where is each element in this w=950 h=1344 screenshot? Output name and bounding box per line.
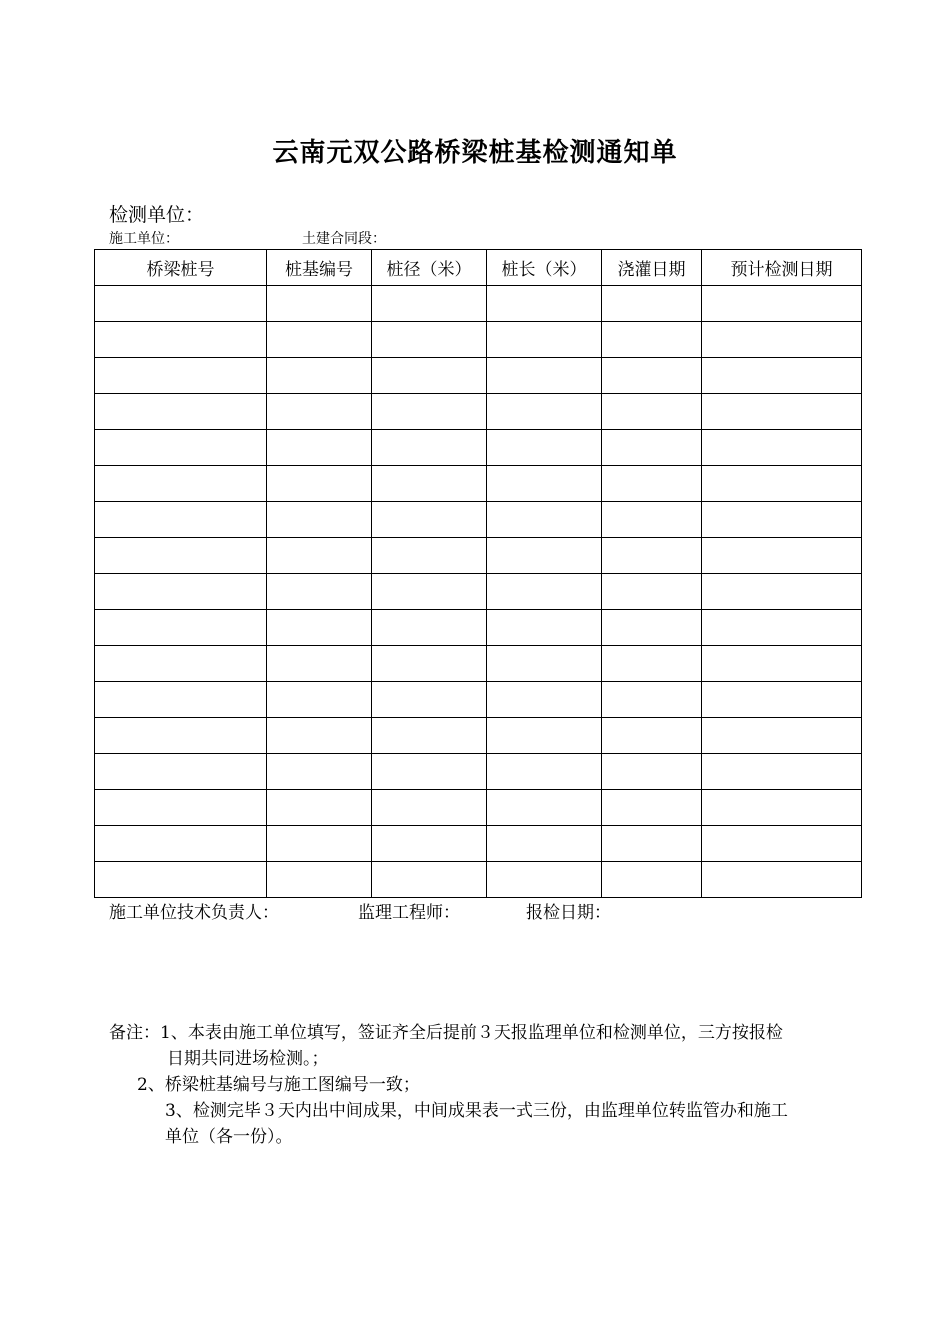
table-row: [95, 430, 862, 466]
table-cell: [602, 754, 702, 790]
table-cell: [267, 322, 372, 358]
table-header-row: [95, 250, 862, 286]
table-cell: [602, 502, 702, 538]
table-cell: [702, 502, 862, 538]
table-cell: [602, 646, 702, 682]
table-cell: [487, 718, 602, 754]
table-cell: [267, 826, 372, 862]
table-cell: [602, 718, 702, 754]
table-cell: [702, 754, 862, 790]
table-row: [95, 466, 862, 502]
table-cell: [487, 754, 602, 790]
header-pour-date: 浇灌日期: [602, 250, 702, 286]
table-cell: [95, 790, 267, 826]
table-row: [95, 358, 862, 394]
note-item-1-cont: 日期共同进场检测。；: [167, 1049, 329, 1069]
table-cell: [602, 682, 702, 718]
table-cell: [95, 430, 267, 466]
table-cell: [372, 358, 487, 394]
table-cell: [702, 646, 862, 682]
tech-lead-signature-label: 施工单位技术负责人：: [109, 903, 279, 923]
notes-section: [109, 1020, 854, 1150]
header-pile-length: 桩长（米）: [487, 250, 602, 286]
table-cell: [602, 466, 702, 502]
table-cell: [487, 394, 602, 430]
table-cell: [602, 358, 702, 394]
header-pile-number: 桩基编号: [267, 250, 372, 286]
table-row: [95, 502, 862, 538]
table-cell: [487, 574, 602, 610]
table-cell: [487, 466, 602, 502]
table-cell: [267, 682, 372, 718]
table-row: [95, 646, 862, 682]
note-line: [109, 1020, 854, 1046]
table-cell: [95, 538, 267, 574]
table-cell: [602, 430, 702, 466]
table-cell: [95, 754, 267, 790]
table-cell: [95, 394, 267, 430]
table-cell: [487, 430, 602, 466]
table-cell: [372, 610, 487, 646]
table-cell: [487, 862, 602, 898]
table-cell: [372, 538, 487, 574]
construction-unit-label: 施工单位：: [109, 231, 179, 247]
table-cell: [702, 394, 862, 430]
table-cell: [702, 682, 862, 718]
table-cell: [602, 322, 702, 358]
table-cell: [372, 682, 487, 718]
table-cell: [702, 862, 862, 898]
table-cell: [95, 718, 267, 754]
table-cell: [702, 430, 862, 466]
table-cell: [267, 430, 372, 466]
table-cell: [702, 322, 862, 358]
table-cell: [95, 358, 267, 394]
table-row: [95, 538, 862, 574]
table-row: [95, 682, 862, 718]
table-cell: [267, 610, 372, 646]
table-cell: [372, 826, 487, 862]
table-cell: [602, 286, 702, 322]
table-row: [95, 574, 862, 610]
table-row: [95, 718, 862, 754]
table-row: [95, 322, 862, 358]
table-cell: [702, 286, 862, 322]
table-cell: [487, 358, 602, 394]
table-cell: [602, 574, 702, 610]
report-date-label: 报检日期：: [526, 903, 611, 923]
header-expected-inspection-date: 预计检测日期: [702, 250, 862, 286]
table-cell: [267, 718, 372, 754]
table-cell: [267, 358, 372, 394]
table-cell: [702, 790, 862, 826]
table-cell: [487, 322, 602, 358]
note-line: [109, 1046, 854, 1072]
table-cell: [95, 466, 267, 502]
table-cell: [95, 610, 267, 646]
header-bridge-station: 桥梁桩号: [95, 250, 267, 286]
table-row: [95, 826, 862, 862]
table-cell: [487, 790, 602, 826]
table-row: [95, 394, 862, 430]
table-row: [95, 286, 862, 322]
table-cell: [487, 610, 602, 646]
table-cell: [602, 394, 702, 430]
table-cell: [95, 322, 267, 358]
table-cell: [487, 826, 602, 862]
table-cell: [372, 718, 487, 754]
table-cell: [372, 574, 487, 610]
table-cell: [95, 826, 267, 862]
table-cell: [487, 286, 602, 322]
table-cell: [267, 502, 372, 538]
table-cell: [702, 538, 862, 574]
table-cell: [372, 466, 487, 502]
table-cell: [267, 466, 372, 502]
table-cell: [267, 574, 372, 610]
table-cell: [602, 862, 702, 898]
table-cell: [702, 466, 862, 502]
table-cell: [267, 394, 372, 430]
table-cell: [372, 754, 487, 790]
note-line: [109, 1098, 854, 1124]
table-cell: [95, 646, 267, 682]
table-cell: [267, 754, 372, 790]
note-line: [109, 1072, 854, 1098]
table-cell: [702, 718, 862, 754]
table-cell: [372, 430, 487, 466]
table-cell: [267, 790, 372, 826]
table-cell: [702, 610, 862, 646]
table-cell: [372, 286, 487, 322]
table-cell: [95, 862, 267, 898]
pile-inspection-table: [94, 249, 862, 898]
table-cell: [702, 574, 862, 610]
table-cell: [702, 358, 862, 394]
page-title: 云南元双公路桥梁桩基检测通知单: [272, 138, 678, 168]
table-cell: [602, 538, 702, 574]
note-item-3-cont: 单位（各一份）。: [165, 1127, 293, 1147]
note-item-1: 1、本表由施工单位填写，签证齐全后提前３天报监理单位和检测单位，三方按报检: [160, 1023, 783, 1043]
note-line: [109, 1124, 854, 1150]
inspection-unit-label: 检测单位：: [109, 204, 205, 226]
table-row: [95, 862, 862, 898]
table-cell: [602, 826, 702, 862]
note-item-2: 2、桥梁桩基编号与施工图编号一致；: [137, 1075, 420, 1095]
table-row: [95, 610, 862, 646]
table-row: [95, 790, 862, 826]
table-cell: [95, 574, 267, 610]
table-cell: [267, 646, 372, 682]
table-cell: [702, 826, 862, 862]
notes-prefix: 备注：: [109, 1023, 160, 1043]
table-cell: [372, 394, 487, 430]
table-cell: [372, 646, 487, 682]
table-cell: [372, 862, 487, 898]
table-cell: [95, 682, 267, 718]
table-cell: [602, 610, 702, 646]
table-cell: [372, 790, 487, 826]
table-cell: [487, 538, 602, 574]
table-cell: [267, 862, 372, 898]
supervisor-signature-label: 监理工程师：: [358, 903, 460, 923]
contract-section-label: 土建合同段：: [302, 231, 386, 247]
table-cell: [95, 286, 267, 322]
header-pile-diameter: 桩径（米）: [372, 250, 487, 286]
table-cell: [602, 790, 702, 826]
table-cell: [267, 538, 372, 574]
table-cell: [487, 646, 602, 682]
table-cell: [372, 322, 487, 358]
table-cell: [267, 286, 372, 322]
table-cell: [487, 682, 602, 718]
note-item-3: 3、检测完毕３天内出中间成果，中间成果表一式三份，由监理单位转监管办和施工: [165, 1101, 788, 1121]
table-row: [95, 754, 862, 790]
table-cell: [95, 502, 267, 538]
table-cell: [487, 502, 602, 538]
table-cell: [372, 502, 487, 538]
